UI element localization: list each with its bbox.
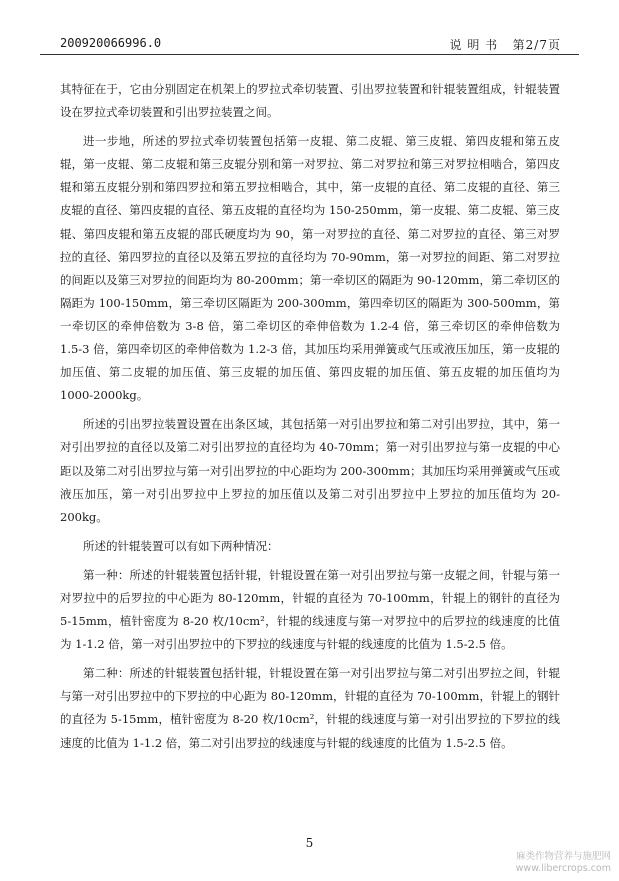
document-body <box>60 78 560 761</box>
page-number: 5 <box>305 836 314 850</box>
watermark <box>516 851 611 875</box>
header-right <box>450 36 561 53</box>
paragraph-5: 第一种：所述的针辊装置包括针辊，针辊设置在第一对引出罗拉与第一皮辊之间，针辊与第一对罗拉中的后罗拉的中心距为 80-120mm，针辊的直径为 70-100mm，针辊上的钢针的直径为 5-15mm，植针密度为 8-20 枚/10cm²，针辊的线速度与第一对罗拉中的后罗拉的线速度的比值为 1-1.2 倍，第一对引出罗拉中的下罗拉的线速度与针辊的线速度的比值为 1.5-2.5 倍。 <box>60 567 560 652</box>
page-header <box>40 34 579 55</box>
watermark-line-2: www.libercrops.com <box>515 863 611 874</box>
paragraph-6: 第二种：所述的针辊装置包括针辊，针辊设置在第一对引出罗拉与第二对引出罗拉之间，针辊与第一对引出罗拉中的下罗拉的中心距为 80-120mm，针辊的直径为 70-100mm，针辊上的钢针的直径为 5-15mm，植针密度为 8-20 枚/10cm²，针辊的线速度与第一对引出罗拉的下罗拉的线速度的比值为 1-1.2 倍，第二对引出罗拉的线速度与针辊的线速度的比值为 1.5-2.5 倍。 <box>60 666 560 750</box>
paragraph-2: 进一步地，所述的罗拉式牵切装置包括第一皮辊、第二皮辊、第三皮辊、第四皮辊和第五皮辊，第一皮辊、第二皮辊和第三皮辊分别和第一对罗拉、第二对罗拉和第三对罗拉相啮合，第四皮辊和第五皮辊分别和第四罗拉和第五罗拉相啮合，其中，第一皮辊的直径、第二皮辊的直径、第三皮辊的直径、第四皮辊的直径、第五皮辊的直径均为 150-250mm，第一皮辊、第二皮辊、第三皮辊、第四皮辊和第五皮辊的邵氏硬度均为 90，第一对罗拉的直径、第二对罗拉的直径、第三对罗拉的直径、第四罗拉的直径以及第五罗拉的直径均为 70-90mm，第一对罗拉的间距、第二对罗拉的间距以及第三对罗拉的间距均为 80-200mm；第一牵切区的隔距为 90-120mm，第二牵切区的隔距为 100-150mm，第三牵切区隔距为 200-300mm，第四牵切区的隔距为 300-500mm，第一牵切区的牵伸倍数为 3-8 倍，第二牵切区的牵伸倍数为 1.2-4 倍，第三牵切区的牵伸倍数为 1.5-3 倍，第四牵切区的牵伸倍数为 1.2-3 倍，其加压均采用弹簧或气压或液压加压，第一皮辊的加压值、第二皮辊的加压值、第三皮辊的加压值、第四皮辊的加压值、第五皮辊的加压值均为 1000-2000kg。 <box>60 134 560 403</box>
paragraph-3: 所述的引出罗拉装置设置在出条区域，其包括第一对引出罗拉和第二对引出罗拉，其中，第一对引出罗拉的直径以及第二对引出罗拉的直径均为 40-70mm；第一对引出罗拉与第一皮辊的中心距以及第二对引出罗拉与第一对引出罗拉的中心距均为 200-300mm；其加压均采用弹簧或气压或液压加压，第一对引出罗拉中上罗拉的加压值以及第二对引出罗拉中上罗拉的加压值均为 20-200kg。 <box>60 417 560 524</box>
page-indicator: 第2/7页 <box>512 38 561 52</box>
document-number: 200920066996.0 <box>60 36 162 50</box>
paragraph-4: 所述的针辊装置可以有如下两种情况： <box>83 538 279 553</box>
paragraph-1: 其特征在于，它由分别固定在机架上的罗拉式牵切装置、引出罗拉装置和针辊装置组成，针辊装置设在罗拉式牵切装置和引出罗拉装置之间。 <box>60 82 560 120</box>
watermark-line-1: 麻类作物营养与施肥网 <box>515 851 611 862</box>
document-type: 说 明 书 <box>449 38 499 52</box>
